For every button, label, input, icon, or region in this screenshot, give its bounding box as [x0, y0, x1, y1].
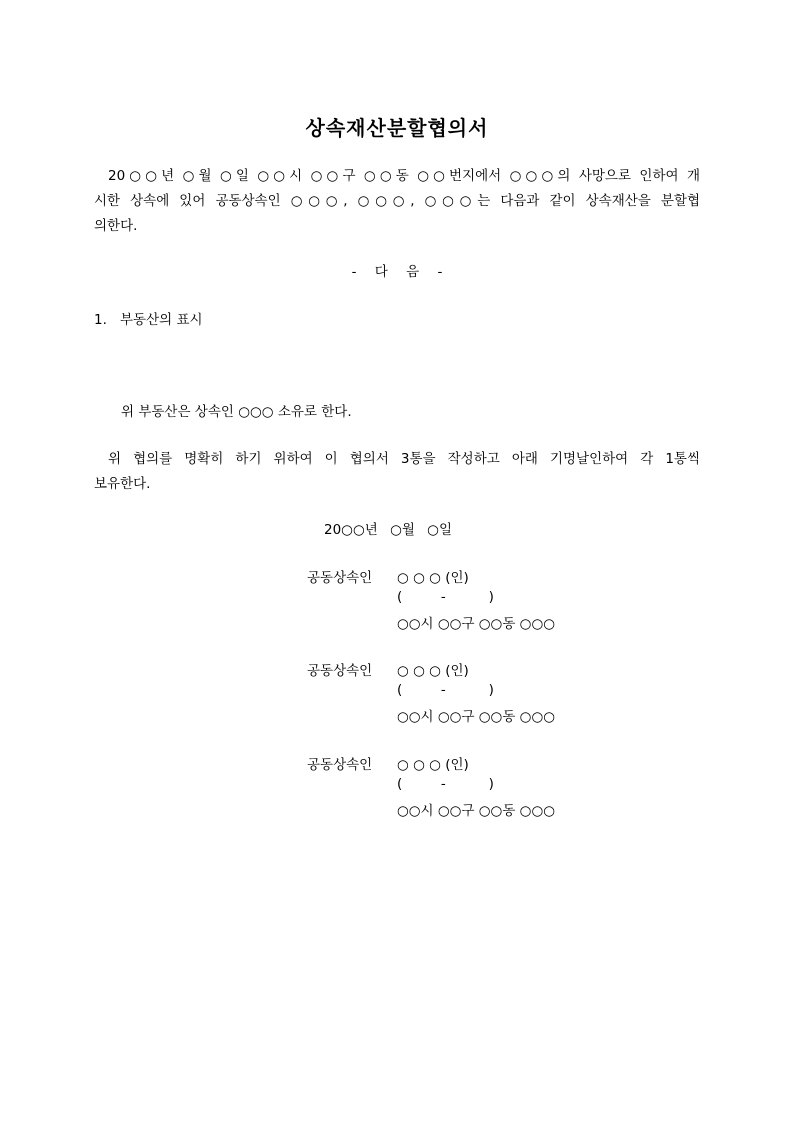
- heir-name-seal: ○ ○ ○ (인): [397, 570, 469, 586]
- heir-id-number: ( - ): [397, 776, 494, 792]
- document-title: 상속재산분할협의서: [305, 116, 489, 140]
- heir-label: 공동상속인: [307, 570, 373, 586]
- heir-address: ○○시 ○○구 ○○동 ○○○: [397, 803, 556, 819]
- intro-line: 시한 상속에 있어 공동상속인 ○○○, ○○○, ○○○는 다음과 같이 상속재산을 분할협: [94, 193, 700, 209]
- heir-id-number: ( - ): [397, 682, 494, 698]
- item-label: 부동산의 표시: [120, 312, 203, 328]
- closing-line: 보유한다.: [94, 476, 151, 492]
- intro-paragraph: [94, 164, 700, 239]
- document-date: 20○○년 ○월 ○일: [324, 522, 453, 538]
- property-item: [94, 308, 203, 328]
- heir-label: 공동상속인: [307, 757, 373, 773]
- heir-address: ○○시 ○○구 ○○동 ○○○: [397, 709, 556, 725]
- heir-label: 공동상속인: [307, 663, 373, 679]
- heir-name-seal: ○ ○ ○ (인): [397, 663, 469, 679]
- intro-line: 의한다.: [94, 218, 138, 234]
- section-heading: - 다 음 -: [351, 264, 443, 280]
- heir-id-number: ( - ): [397, 589, 494, 605]
- ownership-statement: 위 부동산은 상속인 ○○○ 소유로 한다.: [121, 404, 352, 420]
- heir-address: ○○시 ○○구 ○○동 ○○○: [397, 616, 556, 632]
- item-number: 1.: [94, 312, 107, 328]
- intro-line: 20○○년 ○월 ○일 ○○시 ○○구 ○○동 ○○번지에서 ○○○의 사망으로 인하여 개: [108, 168, 700, 184]
- closing-line: 위 협의를 명확히 하기 위하여 이 협의서 3통을 작성하고 아래 기명날인하여 각 1통씩: [108, 451, 700, 467]
- heir-name-seal: ○ ○ ○ (인): [397, 757, 469, 773]
- closing-paragraph: [94, 447, 700, 497]
